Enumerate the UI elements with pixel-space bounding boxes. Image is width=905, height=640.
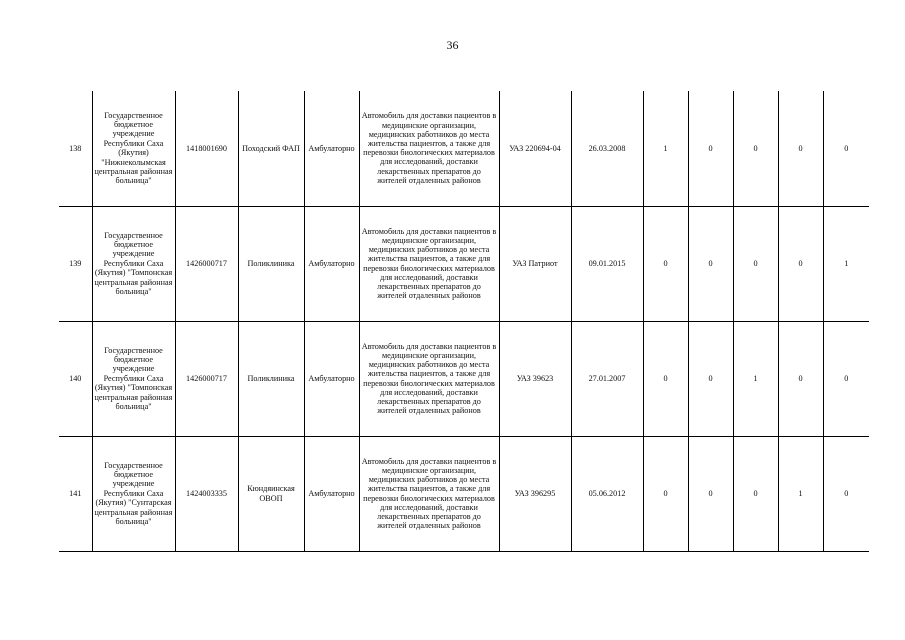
date-cell: 05.06.2012 (571, 436, 643, 551)
organization-name (92, 91, 175, 206)
unit-cell: Кюндяинская ОВОП (238, 436, 304, 551)
vehicle-model-cell: УАЗ 220694-04 (499, 91, 571, 206)
organization-name (92, 436, 175, 551)
purpose-cell (359, 206, 499, 321)
count-cell-4: 0 (778, 206, 823, 321)
row-number: 140 (59, 321, 92, 436)
inn-cell: 1426000717 (175, 321, 238, 436)
care-type-cell: Амбулаторно (304, 91, 359, 206)
count-cell-5: 0 (823, 91, 869, 206)
purpose-cell (359, 436, 499, 551)
count-cell-2: 0 (688, 436, 733, 551)
organization-text: Государственное бюджетное учреждение Республики Саха (Якутия) "Сунтарская центральная районная больница" (94, 460, 173, 527)
date-cell: 09.01.2015 (571, 206, 643, 321)
organization-name (92, 206, 175, 321)
purpose-cell (359, 91, 499, 206)
vehicle-model-cell: УАЗ Патриот (499, 206, 571, 321)
count-cell-4: 1 (778, 436, 823, 551)
count-cell-3: 0 (733, 436, 778, 551)
care-type-cell: Амбулаторно (304, 206, 359, 321)
organization-text: Государственное бюджетное учреждение Республики Саха (Якутия) "Томпонская центральная районная больница" (94, 230, 173, 297)
care-type-cell: Амбулаторно (304, 321, 359, 436)
table-row (59, 206, 869, 321)
unit-cell: Поликлиника (238, 206, 304, 321)
count-cell-2: 0 (688, 91, 733, 206)
purpose-text: Автомобиль для доставки пациентов в медицинские организации, медицинских работников до места жительства пациентов, а также для перевозки биологических материалов для исследований, доставки лекарственных препаратов до жителей отдаленных районов (361, 111, 497, 185)
date-cell: 26.03.2008 (571, 91, 643, 206)
table-row (59, 321, 869, 436)
count-cell-1: 0 (643, 436, 688, 551)
vehicle-model-cell: УАЗ 396295 (499, 436, 571, 551)
table-row (59, 91, 869, 206)
purpose-cell (359, 321, 499, 436)
vehicle-model-cell: УАЗ 39623 (499, 321, 571, 436)
count-cell-4: 0 (778, 321, 823, 436)
count-cell-3: 0 (733, 91, 778, 206)
count-cell-4: 0 (778, 91, 823, 206)
count-cell-1: 1 (643, 91, 688, 206)
count-cell-1: 0 (643, 321, 688, 436)
organization-name (92, 321, 175, 436)
unit-cell: Поликлиника (238, 321, 304, 436)
vehicle-table (59, 91, 869, 552)
purpose-text: Автомобиль для доставки пациентов в медицинские организации, медицинских работников до места жительства пациентов, а также для перевозки биологических материалов для исследований, доставки лекарственных препаратов до жителей отдаленных районов (361, 456, 497, 531)
inn-cell: 1424003335 (175, 436, 238, 551)
table-row (59, 436, 869, 551)
row-number: 139 (59, 206, 92, 321)
count-cell-2: 0 (688, 321, 733, 436)
count-cell-5: 1 (823, 206, 869, 321)
organization-text: Государственное бюджетное учреждение Республики Саха (Якутия) "Нижнеколымская центральная районная больница" (94, 110, 173, 186)
purpose-text: Автомобиль для доставки пациентов в медицинские организации, медицинских работников до места жительства пациентов, а также для перевозки биологических материалов для исследований, доставки лекарственных препаратов до жителей отдаленных районов (361, 341, 497, 416)
count-cell-2: 0 (688, 206, 733, 321)
row-number: 138 (59, 91, 92, 206)
purpose-text: Автомобиль для доставки пациентов в медицинские организации, медицинских работников до места жительства пациентов, а также для перевозки биологических материалов для исследований, доставки лекарственных препаратов до жителей отдаленных районов (361, 226, 497, 301)
date-cell: 27.01.2007 (571, 321, 643, 436)
page-number: 36 (446, 38, 459, 52)
inn-cell: 1418001690 (175, 91, 238, 206)
count-cell-1: 0 (643, 206, 688, 321)
count-cell-5: 0 (823, 436, 869, 551)
care-type-cell: Амбулаторно (304, 436, 359, 551)
count-cell-3: 0 (733, 206, 778, 321)
organization-text: Государственное бюджетное учреждение Республики Саха (Якутия) "Томпонская центральная районная больница" (94, 345, 173, 412)
inn-cell: 1426000717 (175, 206, 238, 321)
count-cell-5: 0 (823, 321, 869, 436)
row-number: 141 (59, 436, 92, 551)
unit-cell: Походский ФАП (238, 91, 304, 206)
count-cell-3: 1 (733, 321, 778, 436)
